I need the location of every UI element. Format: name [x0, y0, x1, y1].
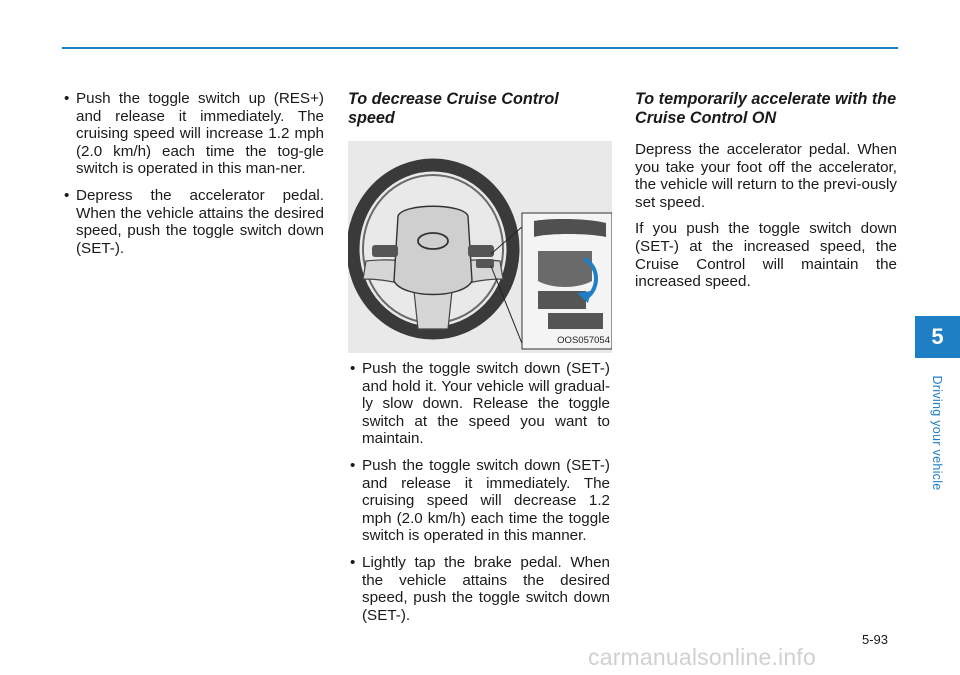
- page-number: 5-93: [862, 632, 889, 647]
- list-item: • Depress the accelerator pedal. When the vehicle attains the desired speed, push the toggle switch down (SET-).: [62, 187, 324, 257]
- paragraph: Depress the accelerator pedal. When you take your foot off the accelerator, the vehicle will return to the previ-ously set speed.: [635, 141, 897, 211]
- watermark: carmanualsonline.info: [588, 644, 816, 670]
- list-item: • Push the toggle switch down (SET-) and release it immediately. The cruising speed will decrease 1.2 mph (2.0 km/h) each time the toggle switch is operated in this manner.: [348, 457, 610, 545]
- section-title: To decrease Cruise Control speed: [348, 90, 559, 127]
- column-2: [348, 90, 610, 633]
- steering-wheel-illustration: [348, 141, 612, 353]
- list-item: • Push the toggle switch down (SET-) and hold it. Your vehicle will gradual-ly slow down. Release the toggle switch at the speed you want to maintain.: [348, 360, 610, 448]
- column-1: [62, 90, 324, 266]
- list-item: • Lightly tap the brake pedal. When the vehicle attains the desired speed, push the toggle switch down (SET-).: [348, 554, 610, 624]
- section-title: To temporarily accelerate with the Cruise Control ON: [635, 90, 897, 127]
- chapter-number-tab: 5: [915, 316, 960, 358]
- header-rule: [62, 47, 898, 49]
- chapter-title: [926, 365, 948, 501]
- bullet-list: [348, 360, 610, 624]
- paragraph: If you push the toggle switch down (SET-) at the increased speed, the Cruise Control will maintain the increased speed.: [635, 220, 897, 291]
- column-3: [635, 90, 897, 300]
- steering-wheel-figure: [348, 141, 612, 353]
- bullet-list: [62, 90, 324, 257]
- list-item: • Push the toggle switch up (RES+) and release it immediately. The cruising speed will increase 1.2 mph (2.0 km/h) each time the tog-gle switch is operated in this man-ner.: [62, 90, 324, 178]
- chapter-title-text: Driving your vehicle: [930, 375, 944, 491]
- figure-code: OOS057054: [557, 335, 610, 347]
